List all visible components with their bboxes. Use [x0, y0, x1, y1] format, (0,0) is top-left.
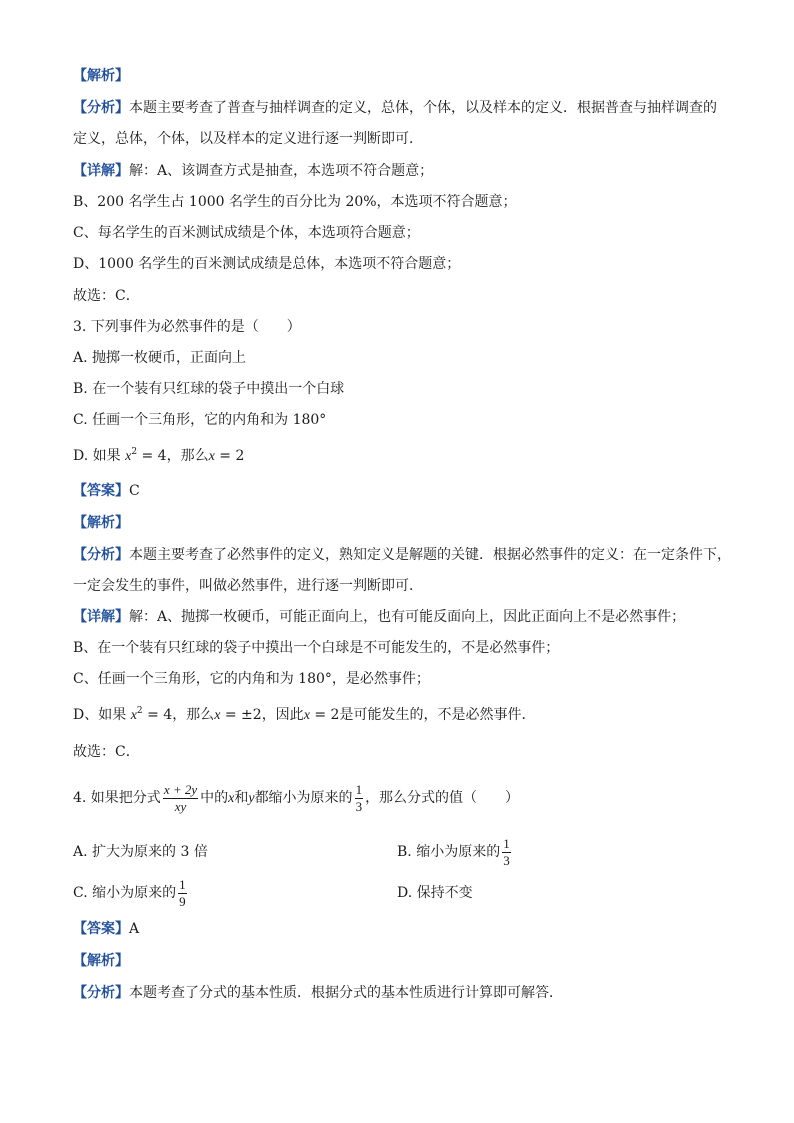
- q4-option-c-fraction: [178, 877, 187, 910]
- math-var-x: x: [208, 449, 215, 464]
- q3-option-d: [73, 446, 734, 467]
- fenxi-label: 【分析】: [73, 100, 129, 116]
- q3-xiangjie-c: C、任画一个三角形，它的内角和为 180°，是必然事件；: [73, 671, 430, 687]
- math-exponent: 2: [131, 447, 138, 457]
- q4-fraction: [163, 782, 198, 815]
- q3-answer-value: C: [129, 483, 140, 499]
- analysis-label: 【解析】: [73, 953, 129, 969]
- math-var-x: x: [228, 791, 235, 806]
- fraction-denominator: 3: [355, 798, 363, 814]
- q4-options-row-2: [73, 875, 734, 911]
- math-rhs: = 4: [137, 448, 167, 464]
- q3-xiangjie-a: [73, 607, 734, 627]
- math-var-x: x: [214, 708, 221, 723]
- q4-stem-mid2: 都缩小为原来的: [254, 790, 353, 806]
- q3-conclusion: 故选：C．: [73, 744, 140, 760]
- q3-analysis-heading: [73, 513, 734, 533]
- q3-xiangjie-d-mid1: ，那么: [172, 707, 215, 723]
- math-var-x: x: [303, 708, 310, 723]
- xiangjie-label: 【详解】: [73, 163, 129, 179]
- fraction-denominator: 9: [179, 893, 186, 909]
- q3-fenxi-line-1: [73, 545, 734, 565]
- q4-stem-prefix: 4. 如果把分式: [73, 790, 161, 806]
- q4-fenxi: [73, 983, 734, 1003]
- q4-third-fraction: [355, 782, 364, 815]
- q4-fenxi-text: 本题考查了分式的基本性质．根据分式的基本性质进行计算即可解答．: [129, 985, 563, 1001]
- q2-xiangjie-c: C、每名学生的百米测试成绩是个体，本选项符合题意；: [73, 225, 420, 241]
- q4-option-b-fraction: [502, 836, 511, 869]
- q4-option-b: [397, 834, 513, 870]
- q3-xiangjie-d: [73, 705, 734, 726]
- q3-option-d-mid: ，那么: [166, 448, 209, 464]
- fraction-numerator: 1: [179, 876, 186, 892]
- q3-option-d-prefix: D. 如果: [73, 448, 121, 464]
- q4-option-a: A. 扩大为原来的 3 倍: [73, 844, 208, 860]
- q4-option-d: D. 保持不变: [397, 885, 473, 901]
- q2-fenxi-line-1: [73, 98, 734, 118]
- analysis-label: 【解析】: [73, 68, 129, 84]
- q3-xiangjie-d-suffix: 是可能发生的，不是必然事件．: [339, 707, 536, 723]
- fraction-numerator: 1: [503, 835, 510, 851]
- q2-xiangjie-d: D、1000 名学生的百米测试成绩是总体，本选项不符合题意；: [73, 256, 461, 272]
- q4-option-c-prefix: C. 缩小为原来的: [73, 885, 177, 901]
- fenxi-label: 【分析】: [73, 547, 129, 563]
- q4-answer: [73, 919, 734, 939]
- q3-option-c: C. 任画一个三角形，它的内角和为 180°: [73, 412, 327, 428]
- q3-fenxi-line-2: 一定会发生的事件，叫做必然事件，进行逐一判断即可．: [73, 578, 423, 594]
- q3-fenxi-text-1: 本题主要考查了必然事件的定义，熟知定义是解题的关键．根据必然事件的定义：在一定条件下，: [129, 547, 731, 563]
- q2-xiangjie-a-text: 解：A、该调查方式是抽查，本选项不符合题意；: [129, 163, 434, 179]
- q4-option-b-prefix: B. 缩小为原来的: [397, 844, 501, 860]
- q3-xiangjie-d-mid2: ，因此: [261, 707, 304, 723]
- q4-answer-value: A: [129, 921, 140, 937]
- q4-option-c: [73, 876, 189, 909]
- q3-stem: 3. 下列事件为必然事件的是（ ）: [73, 319, 301, 335]
- fenxi-label: 【分析】: [73, 985, 129, 1001]
- q2-conclusion: 故选：C．: [73, 288, 140, 304]
- q4-analysis-heading: [73, 951, 734, 971]
- q4-stem-and: 和: [234, 790, 249, 806]
- math-exponent: 2: [136, 706, 143, 716]
- q2-fenxi-text-1: 本题主要考查了普查与抽样调查的定义，总体，个体，以及样本的定义．根据普查与抽样调查的: [129, 100, 717, 116]
- q4-options-row-1: [73, 834, 734, 870]
- q2-fenxi-line-2: [73, 129, 734, 149]
- q2-xiangjie-b: B、200 名学生占 1000 名学生的百分比为 20%，本选项不符合题意；: [73, 194, 517, 210]
- q3-answer: [73, 481, 734, 501]
- math-rhs: = ±2: [220, 707, 262, 723]
- math-var-x: x: [130, 708, 137, 723]
- q4-fraction-denominator: xy: [174, 798, 187, 814]
- xiangjie-label: 【详解】: [73, 609, 129, 625]
- q4-fraction-numerator: x + 2y: [163, 781, 198, 797]
- analysis-label: 【解析】: [73, 515, 129, 531]
- analysis-heading: [73, 66, 734, 86]
- q3-xiangjie-a-text: 解：A、抛掷一枚硬币，可能正面向上，也有可能反面向上，因此正面向上不是必然事件；: [129, 609, 686, 625]
- math-rhs: = 2: [214, 448, 245, 464]
- fraction-denominator: 3: [503, 852, 510, 868]
- q4-stem-suffix: ，那么分式的值（ ）: [365, 790, 520, 806]
- fraction-numerator: 1: [355, 781, 363, 797]
- q3-option-b: B. 在一个装有只红球的袋子中摸出一个白球: [73, 381, 345, 397]
- q2-fenxi-text-2: 定义，总体，个体，以及样本的定义进行逐一判断即可．: [73, 131, 423, 147]
- q3-option-a: A. 抛掷一枚硬币，正面向上: [73, 350, 247, 366]
- answer-label: 【答案】: [73, 483, 129, 499]
- math-var-y: y: [248, 791, 255, 806]
- q3-xiangjie-b: B、在一个装有只红球的袋子中摸出一个白球是不可能发生的，不是必然事件；: [73, 640, 560, 656]
- q2-xiangjie-a: [73, 161, 734, 181]
- math-rhs: = 4: [142, 707, 173, 723]
- q4-stem-mid1: 中的: [200, 790, 229, 806]
- q3-xiangjie-d-prefix: D、如果: [73, 707, 127, 723]
- q4-stem: [73, 780, 734, 817]
- answer-label: 【答案】: [73, 921, 129, 937]
- math-var-x: x: [125, 449, 132, 464]
- math-rhs: = 2: [309, 707, 340, 723]
